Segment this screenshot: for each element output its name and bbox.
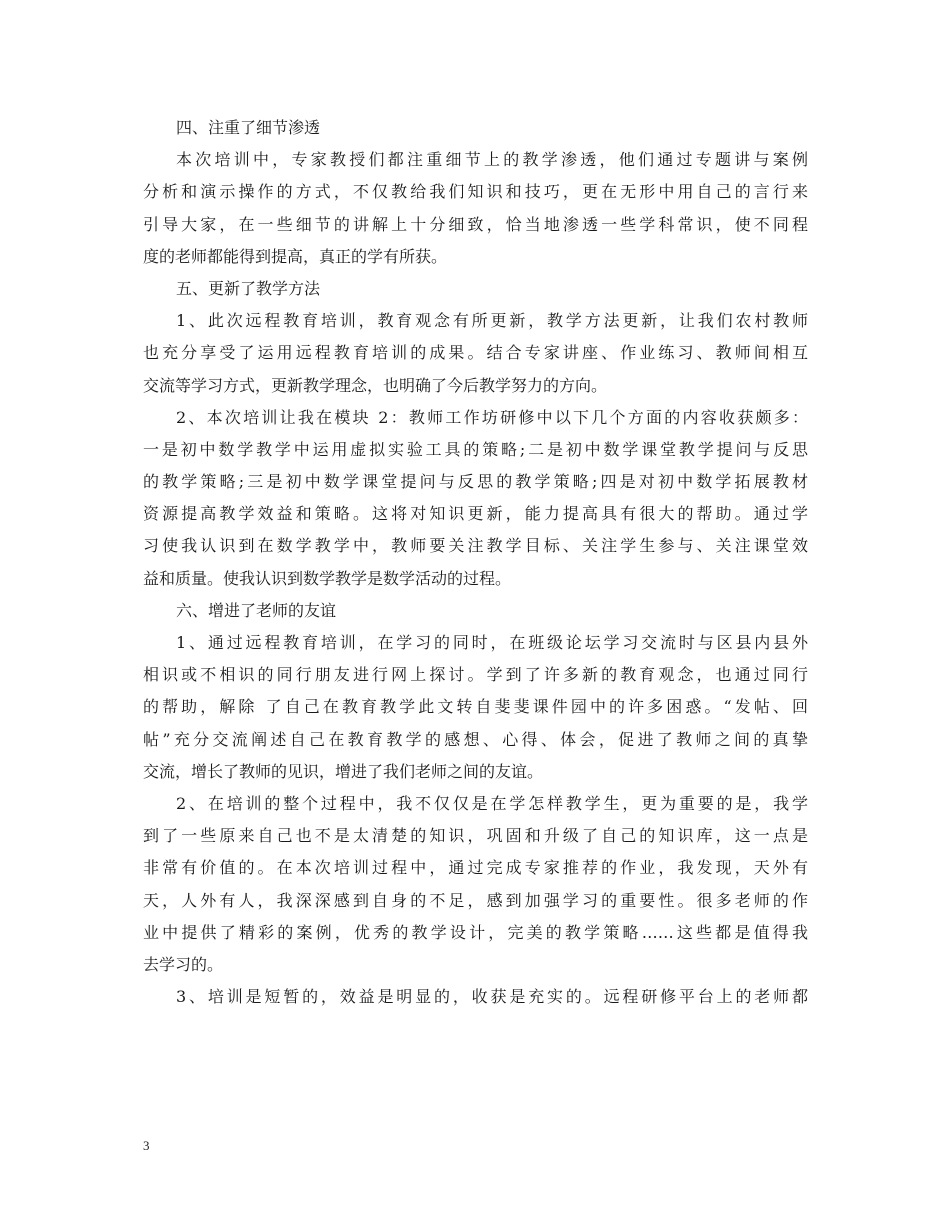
text-line: 天，人外有人，我深深感到自身的不足，感到加强学习的重要性。很多老师的作 <box>143 890 808 910</box>
text-line: 的教学策略;三是初中数学课堂提问与反思的教学策略;四是对初中数学拓展教材 <box>143 472 808 492</box>
text-line: 1、此次远程教育培训，教育观念有所更新，教学方法更新，让我们农村教师 <box>176 311 808 331</box>
document-body <box>143 112 808 1013</box>
page-number: 3 <box>143 1138 150 1153</box>
text-line: 的帮助，解除 了自己在教育教学此文转自斐斐课件园中的许多困惑。“发帖、回 <box>143 697 808 717</box>
text-line: 2、本次培训让我在模块 2：教师工作坊研修中以下几个方面的内容收获颇多： <box>176 407 808 427</box>
text-line: 度的老师都能得到提高，真正的学有所获。 <box>143 246 448 266</box>
text-line: 业中提供了精彩的案例，优秀的教学设计，完美的教学策略……这些都是值得我 <box>143 922 808 942</box>
text-line: 帖”充分交流阐述自己在教育教学的感想、心得、体会，促进了教师之间的真挚 <box>143 729 808 749</box>
text-line: 益和质量。使我认识到数学教学是数学活动的过程。 <box>143 568 512 588</box>
text-line: 一是初中数学教学中运用虚拟实验工具的策略;二是初中数学课堂教学提问与反思 <box>143 439 808 459</box>
text-line: 交流等学习方式，更新教学理念，也明确了今后教学努力的方向。 <box>143 375 608 395</box>
text-line: 本次培训中，专家教授们都注重细节上的教学渗透，他们通过专题讲与案例 <box>176 150 808 170</box>
text-line: 交流，增长了教师的见识，增进了我们老师之间的友谊。 <box>143 761 544 781</box>
text-line: 非常有价值的。在本次培训过程中，通过完成专家推荐的作业，我发现，天外有 <box>143 858 808 878</box>
text-line: 四、注重了细节渗透 <box>176 118 321 137</box>
text-line: 也充分享受了运用远程教育培训的成果。结合专家讲座、作业练习、教师间相互 <box>143 343 808 363</box>
text-line: 资源提高教学效益和策略。这将对知识更新，能力提高具有很大的帮助。通过学 <box>143 504 808 524</box>
text-line: 相识或不相识的同行朋友进行网上探讨。学到了许多新的教育观念，也通过同行 <box>143 665 808 685</box>
text-line: 2、在培训的整个过程中，我不仅仅是在学怎样教学生，更为重要的是，我学 <box>176 793 808 813</box>
text-line: 引导大家，在一些细节的讲解上十分细致，恰当地渗透一些学科常识，使不同程 <box>143 214 808 234</box>
text-line: 到了一些原来自己也不是太清楚的知识，巩固和升级了自己的知识库，这一点是 <box>143 826 808 846</box>
text-line: 分析和演示操作的方式，不仅教给我们知识和技巧，更在无形中用自己的言行来 <box>143 182 808 202</box>
text-line: 习使我认识到在数学教学中，教师要关注教学目标、关注学生参与、关注课堂效 <box>143 536 808 556</box>
text-line: 3、培训是短暂的，效益是明显的，收获是充实的。远程研修平台上的老师都 <box>176 987 808 1007</box>
text-line: 六、增进了老师的友谊 <box>176 600 337 620</box>
text-line: 去学习的。 <box>143 954 224 974</box>
text-line: 1、通过远程教育培训，在学习的同时，在班级论坛学习交流时与区县内县外 <box>176 633 808 652</box>
text-line: 五、更新了教学方法 <box>176 278 321 298</box>
